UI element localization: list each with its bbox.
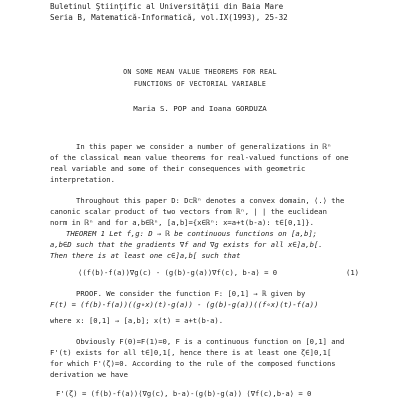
body-line: Throughout this paper D: D⊂ℝⁿ denotes a convex domain, ⟨.⟩ the	[76, 196, 345, 205]
body-line: F'(t) exists for all t∈]0,1[, hence there is at least one ζ∈]0,1[	[50, 348, 332, 357]
intro-line: In this paper we consider a number of generalizations in ℝⁿ	[76, 142, 332, 151]
journal-header-line-2: Seria B, Matematică-Informatică, vol.IX(1993), 25-32	[50, 13, 288, 22]
body-line: norm in ℝⁿ and for a,b∈ℝⁿ, [a,b]={x∈ℝⁿ: x=a+t(b-a): t∈[0,1]}.	[50, 218, 314, 227]
paper-title-line-2: FUNCTIONS OF VECTORIAL VARIABLE	[133, 80, 267, 88]
proof-line: PROOF. We consider the function F: [0,1] → ℝ given by	[76, 289, 306, 298]
body-line: canonic scalar product of two vectors from ℝⁿ, | | the euclidean	[50, 207, 327, 216]
equation-1: ⟨(f(b)-f(a))∇g(c) - (g(b)-g(a))∇f(c), b-a⟩ = 0	[78, 268, 278, 277]
paper-title-line-1: ON SOME MEAN VALUE THEOREMS FOR REAL	[123, 68, 277, 76]
theorem-line: THEOREM 1 Let f,g: D → ℝ be continuous functions on [a,b];	[66, 229, 317, 238]
equation-2: F'(ζ) = (f(b)-f(a))⟨∇g(c), b-a⟩-(g(b)-g(a)) ⟨∇f(c),b-a⟩ = 0	[56, 389, 312, 398]
intro-line: of the classical mean value theorems for real-valued functions of one	[50, 153, 349, 162]
proof-line: where x: [0,1] → [a,b]; x(t) = a+t(b-a).	[50, 316, 224, 325]
body-line: derivation we have	[50, 370, 128, 379]
intro-line: interpretation.	[50, 175, 115, 184]
proof-definition: F(t) = (f(b)-f(a))((g∘x)(t)-g(a)) - (g(b)-g(a))((f∘x)(t)-f(a))	[50, 300, 319, 309]
journal-header-line-1: Buletinul Ştiinţific al Universităţii din Baia Mare	[50, 2, 284, 11]
body-line: Obviously F(0)=F(1)=0, F is a continuous function on [0,1] and	[76, 337, 345, 346]
theorem-line: Then there is at least one c∈]a,b[ such that	[50, 251, 241, 260]
theorem-line: a,b∈D such that the gradients ∇f and ∇g exists for all x∈]a,b[.	[50, 240, 323, 249]
paper-authors: Maria S. POP and Ioana GORDUZA	[133, 104, 267, 113]
intro-line: real variable and some of their consequences with geometric	[50, 164, 306, 173]
equation-number: (1)	[346, 268, 359, 277]
body-line: for which F'(ζ)=0. According to the rule of the composed functions	[50, 359, 336, 368]
